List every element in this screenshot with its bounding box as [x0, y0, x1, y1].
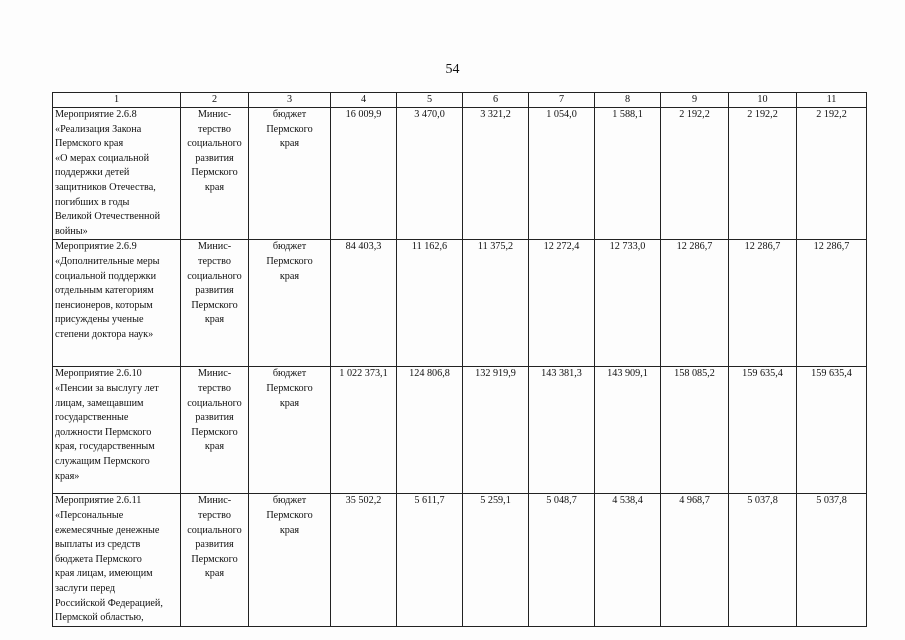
value-cell: 4 968,7	[661, 494, 729, 626]
value-cell: 159 635,4	[729, 367, 797, 494]
executor-text: Минис- терство социального развития Пермского края	[187, 495, 242, 580]
value-cell: 159 635,4	[797, 367, 867, 494]
value-cell: 5 048,7	[529, 494, 595, 626]
value-cell: 1 054,0	[529, 108, 595, 240]
column-header: 8	[595, 93, 661, 108]
source-text: бюджет Пермского края	[266, 368, 313, 409]
value-cell: 1 022 373,1	[331, 367, 397, 494]
activity-cell	[53, 367, 181, 494]
column-header: 2	[181, 93, 249, 108]
value-cell: 3 321,2	[463, 108, 529, 240]
executor-cell	[181, 108, 249, 240]
value-cell: 16 009,9	[331, 108, 397, 240]
value-cell: 143 381,3	[529, 367, 595, 494]
value-cell: 3 470,0	[397, 108, 463, 240]
source-cell	[249, 494, 331, 626]
table-row	[53, 494, 867, 626]
value-cell: 12 286,7	[729, 240, 797, 367]
value-cell: 2 192,2	[797, 108, 867, 240]
column-header: 1	[53, 93, 181, 108]
executor-cell	[181, 367, 249, 494]
budget-table	[52, 92, 867, 627]
source-text: бюджет Пермского края	[266, 109, 313, 150]
column-header: 9	[661, 93, 729, 108]
value-cell: 158 085,2	[661, 367, 729, 494]
table-row	[53, 108, 867, 240]
column-header: 5	[397, 93, 463, 108]
activity-cell	[53, 494, 181, 626]
table-row	[53, 367, 867, 494]
value-cell: 2 192,2	[661, 108, 729, 240]
value-cell: 4 538,4	[595, 494, 661, 626]
source-text: бюджет Пермского края	[266, 241, 313, 282]
column-header: 10	[729, 93, 797, 108]
activity-cell	[53, 240, 181, 367]
executor-text: Минис- терство социального развития Пермского края	[187, 368, 242, 453]
activity-text: Мероприятие 2.6.11 «Персональные ежемесячные денежные выплаты из средств бюджета Пермского края лицам, имеющим заслуги перед Российской Федерацией, Пермской областью,	[55, 495, 163, 624]
activity-text: Мероприятие 2.6.10 «Пенсии за выслугу лет лицам, замещавшим государственные должности Пермского края, государственным служащим Пермского края»	[55, 368, 159, 482]
activity-text: Мероприятие 2.6.9 «Дополнительные меры социальной поддержки отдельным категориям пенсионеров, которым присуждены ученые степени доктора наук»	[55, 241, 160, 340]
executor-cell	[181, 240, 249, 367]
value-cell: 12 286,7	[797, 240, 867, 367]
header-row	[53, 93, 867, 108]
activity-text: Мероприятие 2.6.8 «Реализация Закона Пермского края «О мерах социальной поддержки детей защитников Отечества, погибших в годы Великой Отечественной войны»	[55, 109, 161, 237]
executor-text: Минис- терство социального развития Пермского края	[187, 109, 242, 193]
page-number: 54	[445, 62, 460, 77]
value-cell: 84 403,3	[331, 240, 397, 367]
value-cell: 11 162,6	[397, 240, 463, 367]
value-cell: 12 286,7	[661, 240, 729, 367]
executor-cell	[181, 494, 249, 626]
value-cell: 1 588,1	[595, 108, 661, 240]
value-cell: 12 272,4	[529, 240, 595, 367]
table-row	[53, 240, 867, 367]
value-cell: 132 919,9	[463, 367, 529, 494]
executor-text: Минис- терство социального развития Пермского края	[187, 241, 242, 326]
column-header: 4	[331, 93, 397, 108]
value-cell: 5 037,8	[729, 494, 797, 626]
value-cell: 5 611,7	[397, 494, 463, 626]
source-cell	[249, 367, 331, 494]
value-cell: 12 733,0	[595, 240, 661, 367]
value-cell: 5 259,1	[463, 494, 529, 626]
activity-cell	[53, 108, 181, 240]
value-cell: 143 909,1	[595, 367, 661, 494]
column-header: 3	[249, 93, 331, 108]
column-header: 7	[529, 93, 595, 108]
value-cell: 11 375,2	[463, 240, 529, 367]
value-cell: 2 192,2	[729, 108, 797, 240]
column-header: 6	[463, 93, 529, 108]
source-text: бюджет Пермского края	[266, 495, 313, 536]
column-header: 11	[797, 93, 867, 108]
source-cell	[249, 108, 331, 240]
value-cell: 124 806,8	[397, 367, 463, 494]
value-cell: 35 502,2	[331, 494, 397, 626]
value-cell: 5 037,8	[797, 494, 867, 626]
source-cell	[249, 240, 331, 367]
